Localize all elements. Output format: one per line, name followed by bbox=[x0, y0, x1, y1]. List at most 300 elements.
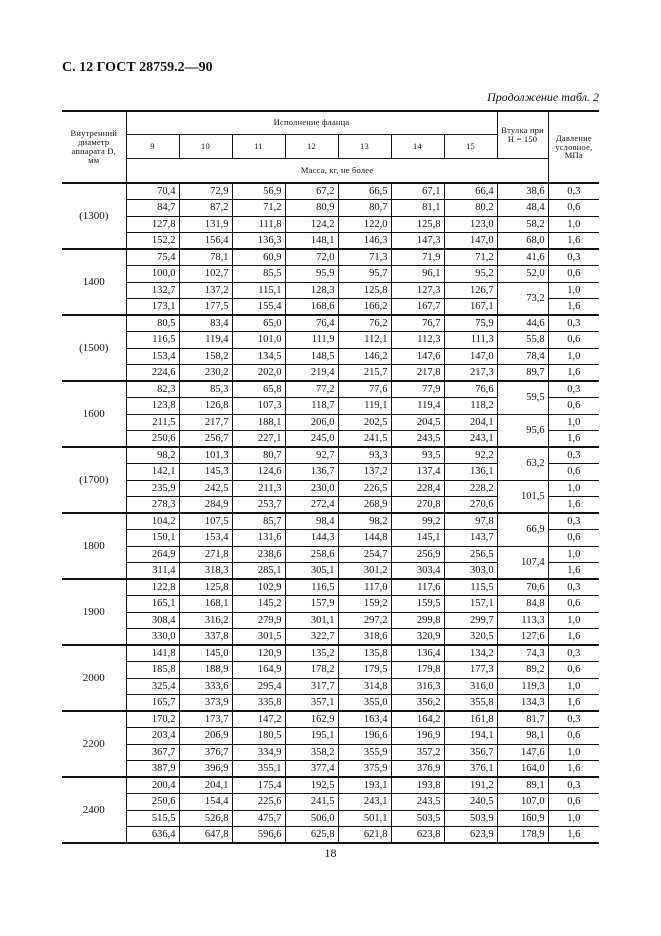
pressure-cell: 1,6 bbox=[548, 298, 599, 315]
mass-cell: 503,9 bbox=[444, 810, 497, 826]
mass-cell: 119,4 bbox=[391, 398, 444, 414]
mass-cell: 125,8 bbox=[179, 579, 232, 596]
mass-cell: 241,5 bbox=[285, 794, 338, 810]
mass-cell: 164,9 bbox=[232, 662, 285, 678]
mass-cell: 115,1 bbox=[232, 282, 285, 298]
mass-cell: 316,3 bbox=[391, 678, 444, 694]
hub-mass-cell: 63,2 bbox=[497, 447, 548, 480]
mass-cell: 159,5 bbox=[391, 596, 444, 612]
mass-cell: 204,5 bbox=[391, 414, 444, 430]
mass-cell: 180,5 bbox=[232, 728, 285, 744]
mass-cell: 305,1 bbox=[285, 562, 338, 579]
mass-cell: 256,5 bbox=[444, 546, 497, 562]
table-row bbox=[62, 200, 599, 216]
mass-cell: 95,7 bbox=[338, 266, 391, 282]
table-row bbox=[62, 183, 599, 200]
table-row bbox=[62, 232, 599, 249]
mass-cell: 92,7 bbox=[285, 447, 338, 464]
mass-cell: 119,1 bbox=[338, 398, 391, 414]
col-header-flange-10: 10 bbox=[179, 134, 232, 158]
mass-cell: 367,7 bbox=[126, 744, 179, 760]
mass-cell: 166,2 bbox=[338, 298, 391, 315]
mass-cell: 211,3 bbox=[232, 480, 285, 496]
mass-cell: 146,3 bbox=[338, 232, 391, 249]
pressure-cell: 0,6 bbox=[548, 728, 599, 744]
table-row bbox=[62, 266, 599, 282]
mass-cell: 355,0 bbox=[338, 694, 391, 711]
mass-cell: 621,8 bbox=[338, 826, 391, 843]
mass-cell: 112,1 bbox=[338, 332, 391, 348]
mass-cell: 147,6 bbox=[391, 348, 444, 364]
table-row bbox=[62, 282, 599, 298]
mass-cell: 230,2 bbox=[179, 364, 232, 381]
mass-cell: 250,6 bbox=[126, 794, 179, 810]
mass-cell: 131,9 bbox=[179, 216, 232, 232]
mass-cell: 131,6 bbox=[232, 530, 285, 546]
mass-cell: 122,0 bbox=[338, 216, 391, 232]
mass-cell: 356,7 bbox=[444, 744, 497, 760]
table-row bbox=[62, 546, 599, 562]
mass-cell: 126,8 bbox=[179, 398, 232, 414]
mass-cell: 98,2 bbox=[338, 513, 391, 530]
mass-cell: 217,7 bbox=[179, 414, 232, 430]
mass-cell: 143,7 bbox=[444, 530, 497, 546]
mass-cell: 75,4 bbox=[126, 249, 179, 266]
pressure-cell: 0,6 bbox=[548, 794, 599, 810]
mass-cell: 147,3 bbox=[391, 232, 444, 249]
mass-cell: 330,0 bbox=[126, 628, 179, 645]
mass-cell: 185,8 bbox=[126, 662, 179, 678]
mass-cell: 145,0 bbox=[179, 645, 232, 662]
mass-cell: 167,7 bbox=[391, 298, 444, 315]
mass-cell: 77,9 bbox=[391, 381, 444, 398]
mass-cell: 152,2 bbox=[126, 232, 179, 249]
hub-mass-cell: 52,0 bbox=[497, 266, 548, 282]
hub-mass-cell: 74,3 bbox=[497, 645, 548, 662]
diameter-cell: 1600 bbox=[62, 381, 126, 447]
pressure-cell: 1,6 bbox=[548, 232, 599, 249]
mass-cell: 241,5 bbox=[338, 430, 391, 447]
mass-cell: 200,4 bbox=[126, 777, 179, 794]
mass-cell: 80,9 bbox=[285, 200, 338, 216]
table-row bbox=[62, 678, 599, 694]
mass-cell: 320,9 bbox=[391, 628, 444, 645]
mass-cell: 145,2 bbox=[232, 596, 285, 612]
mass-cell: 311,4 bbox=[126, 562, 179, 579]
mass-cell: 137,2 bbox=[338, 464, 391, 480]
mass-cell: 102,7 bbox=[179, 266, 232, 282]
table-row bbox=[62, 513, 599, 530]
mass-cell: 196,9 bbox=[391, 728, 444, 744]
hub-mass-cell: 134,3 bbox=[497, 694, 548, 711]
mass-cell: 146,2 bbox=[338, 348, 391, 364]
diameter-cell: 1900 bbox=[62, 579, 126, 645]
mass-cell: 170,2 bbox=[126, 711, 179, 728]
mass-cell: 325,4 bbox=[126, 678, 179, 694]
col-header-flange: Исполнение фланца bbox=[126, 111, 497, 134]
mass-cell: 104,2 bbox=[126, 513, 179, 530]
mass-cell: 317,7 bbox=[285, 678, 338, 694]
mass-cell: 204,1 bbox=[179, 777, 232, 794]
mass-cell: 107,3 bbox=[232, 398, 285, 414]
mass-cell: 647,8 bbox=[179, 826, 232, 843]
hub-mass-cell: 48,4 bbox=[497, 200, 548, 216]
hub-mass-cell: 98,1 bbox=[497, 728, 548, 744]
pressure-cell: 1,0 bbox=[548, 810, 599, 826]
mass-cell: 117,6 bbox=[391, 579, 444, 596]
mass-cell: 308,4 bbox=[126, 612, 179, 628]
mass-cell: 136,4 bbox=[391, 645, 444, 662]
mass-cell: 243,1 bbox=[444, 430, 497, 447]
mass-cell: 230,0 bbox=[285, 480, 338, 496]
mass-cell: 137,2 bbox=[179, 282, 232, 298]
mass-cell: 158,2 bbox=[179, 348, 232, 364]
mass-cell: 159,2 bbox=[338, 596, 391, 612]
mass-cell: 173,1 bbox=[126, 298, 179, 315]
pressure-cell: 0,3 bbox=[548, 249, 599, 266]
table-row bbox=[62, 826, 599, 843]
hub-mass-cell: 55,8 bbox=[497, 332, 548, 348]
table-row bbox=[62, 348, 599, 364]
mass-cell: 303,4 bbox=[391, 562, 444, 579]
mass-cell: 154,4 bbox=[179, 794, 232, 810]
pressure-cell: 0,3 bbox=[548, 315, 599, 332]
page-number: 18 bbox=[324, 846, 337, 860]
table-row bbox=[62, 381, 599, 398]
pressure-cell: 1,6 bbox=[548, 628, 599, 645]
mass-cell: 144,8 bbox=[338, 530, 391, 546]
table-row bbox=[62, 662, 599, 678]
mass-cell: 168,1 bbox=[179, 596, 232, 612]
mass-cell: 337,8 bbox=[179, 628, 232, 645]
mass-cell: 127,8 bbox=[126, 216, 179, 232]
hub-mass-cell: 68,0 bbox=[497, 232, 548, 249]
mass-cell: 301,5 bbox=[232, 628, 285, 645]
mass-cell: 623,8 bbox=[391, 826, 444, 843]
table-row bbox=[62, 760, 599, 777]
mass-cell: 623,9 bbox=[444, 826, 497, 843]
mass-cell: 155,4 bbox=[232, 298, 285, 315]
mass-cell: 123,8 bbox=[126, 398, 179, 414]
table-row bbox=[62, 728, 599, 744]
mass-cell: 238,6 bbox=[232, 546, 285, 562]
mass-cell: 98,2 bbox=[126, 447, 179, 464]
mass-cell: 118,7 bbox=[285, 398, 338, 414]
hub-mass-cell: 89,7 bbox=[497, 364, 548, 381]
mass-cell: 179,8 bbox=[391, 662, 444, 678]
diameter-cell: 2200 bbox=[62, 711, 126, 777]
mass-cell: 333,6 bbox=[179, 678, 232, 694]
pressure-cell: 0,3 bbox=[548, 513, 599, 530]
mass-table bbox=[62, 110, 599, 844]
mass-cell: 118,2 bbox=[444, 398, 497, 414]
table-row bbox=[62, 794, 599, 810]
mass-cell: 112,3 bbox=[391, 332, 444, 348]
mass-cell: 144,3 bbox=[285, 530, 338, 546]
col-header-flange-12: 12 bbox=[285, 134, 338, 158]
hub-mass-cell: 178,9 bbox=[497, 826, 548, 843]
diameter-cell: (1300) bbox=[62, 183, 126, 249]
mass-cell: 501,1 bbox=[338, 810, 391, 826]
mass-cell: 196,6 bbox=[338, 728, 391, 744]
mass-cell: 135,2 bbox=[285, 645, 338, 662]
mass-cell: 70,4 bbox=[126, 183, 179, 200]
mass-cell: 168,6 bbox=[285, 298, 338, 315]
col-header-flange-13: 13 bbox=[338, 134, 391, 158]
mass-cell: 175,4 bbox=[232, 777, 285, 794]
pressure-cell: 1,6 bbox=[548, 496, 599, 513]
hub-mass-cell: 70,6 bbox=[497, 579, 548, 596]
mass-cell: 256,9 bbox=[391, 546, 444, 562]
diameter-cell: (1700) bbox=[62, 447, 126, 513]
mass-cell: 256,7 bbox=[179, 430, 232, 447]
mass-cell: 193,1 bbox=[338, 777, 391, 794]
hub-mass-cell: 66,9 bbox=[497, 513, 548, 546]
mass-cell: 202,0 bbox=[232, 364, 285, 381]
mass-cell: 227,1 bbox=[232, 430, 285, 447]
mass-cell: 355,1 bbox=[232, 760, 285, 777]
page-header: С. 12 ГОСТ 28759.2—90 bbox=[62, 60, 213, 75]
mass-cell: 243,5 bbox=[391, 794, 444, 810]
hub-mass-cell: 81,7 bbox=[497, 711, 548, 728]
hub-mass-cell: 73,2 bbox=[497, 282, 548, 315]
mass-cell: 134,5 bbox=[232, 348, 285, 364]
mass-cell: 80,2 bbox=[444, 200, 497, 216]
pressure-cell: 1,0 bbox=[548, 678, 599, 694]
mass-cell: 77,2 bbox=[285, 381, 338, 398]
table-row bbox=[62, 216, 599, 232]
mass-cell: 272,4 bbox=[285, 496, 338, 513]
mass-cell: 71,2 bbox=[444, 249, 497, 266]
mass-cell: 358,2 bbox=[285, 744, 338, 760]
mass-cell: 85,3 bbox=[179, 381, 232, 398]
col-header-diameter: Внутренний диаметр аппарата D, мм bbox=[62, 111, 126, 183]
hub-mass-cell: 44,6 bbox=[497, 315, 548, 332]
mass-cell: 111,9 bbox=[285, 332, 338, 348]
mass-cell: 161,8 bbox=[444, 711, 497, 728]
diameter-cell: 2000 bbox=[62, 645, 126, 711]
mass-cell: 301,2 bbox=[338, 562, 391, 579]
mass-cell: 147,0 bbox=[444, 232, 497, 249]
mass-cell: 245,0 bbox=[285, 430, 338, 447]
mass-cell: 177,5 bbox=[179, 298, 232, 315]
mass-cell: 299,8 bbox=[391, 612, 444, 628]
mass-cell: 258,6 bbox=[285, 546, 338, 562]
mass-cell: 124,6 bbox=[232, 464, 285, 480]
mass-cell: 157,9 bbox=[285, 596, 338, 612]
mass-cell: 270,8 bbox=[391, 496, 444, 513]
mass-cell: 224,6 bbox=[126, 364, 179, 381]
diameter-cell: 2400 bbox=[62, 777, 126, 843]
pressure-cell: 0,3 bbox=[548, 381, 599, 398]
pressure-cell: 1,0 bbox=[548, 480, 599, 496]
mass-cell: 188,1 bbox=[232, 414, 285, 430]
mass-cell: 165,1 bbox=[126, 596, 179, 612]
mass-cell: 376,1 bbox=[444, 760, 497, 777]
mass-cell: 316,2 bbox=[179, 612, 232, 628]
mass-cell: 123,0 bbox=[444, 216, 497, 232]
table-row bbox=[62, 628, 599, 645]
table-row bbox=[62, 810, 599, 826]
mass-cell: 204,1 bbox=[444, 414, 497, 430]
col-header-flange-14: 14 bbox=[391, 134, 444, 158]
mass-cell: 278,3 bbox=[126, 496, 179, 513]
mass-cell: 76,6 bbox=[444, 381, 497, 398]
mass-cell: 81,1 bbox=[391, 200, 444, 216]
mass-cell: 250,6 bbox=[126, 430, 179, 447]
mass-cell: 145,3 bbox=[179, 464, 232, 480]
mass-cell: 314,8 bbox=[338, 678, 391, 694]
mass-cell: 87,2 bbox=[179, 200, 232, 216]
mass-cell: 217,8 bbox=[391, 364, 444, 381]
mass-cell: 148,1 bbox=[285, 232, 338, 249]
pressure-cell: 1,0 bbox=[548, 546, 599, 562]
mass-cell: 318,6 bbox=[338, 628, 391, 645]
mass-cell: 303,0 bbox=[444, 562, 497, 579]
mass-cell: 225,6 bbox=[232, 794, 285, 810]
mass-cell: 136,1 bbox=[444, 464, 497, 480]
mass-cell: 80,7 bbox=[338, 200, 391, 216]
mass-cell: 111,8 bbox=[232, 216, 285, 232]
mass-cell: 93,3 bbox=[338, 447, 391, 464]
hub-mass-cell: 78,4 bbox=[497, 348, 548, 364]
mass-cell: 335,8 bbox=[232, 694, 285, 711]
mass-cell: 215,7 bbox=[338, 364, 391, 381]
mass-cell: 163,4 bbox=[338, 711, 391, 728]
mass-cell: 85,5 bbox=[232, 266, 285, 282]
mass-cell: 285,1 bbox=[232, 562, 285, 579]
mass-cell: 194,1 bbox=[444, 728, 497, 744]
mass-cell: 299,7 bbox=[444, 612, 497, 628]
table-row bbox=[62, 596, 599, 612]
mass-cell: 475,7 bbox=[232, 810, 285, 826]
mass-cell: 226,5 bbox=[338, 480, 391, 496]
mass-cell: 111,3 bbox=[444, 332, 497, 348]
pressure-cell: 1,6 bbox=[548, 694, 599, 711]
mass-cell: 188,9 bbox=[179, 662, 232, 678]
pressure-cell: 1,6 bbox=[548, 430, 599, 447]
mass-cell: 320,5 bbox=[444, 628, 497, 645]
hub-mass-cell: 59,5 bbox=[497, 381, 548, 414]
mass-cell: 357,2 bbox=[391, 744, 444, 760]
mass-cell: 217,3 bbox=[444, 364, 497, 381]
pressure-cell: 1,6 bbox=[548, 760, 599, 777]
hub-mass-cell: 38,6 bbox=[497, 183, 548, 200]
diameter-cell: (1500) bbox=[62, 315, 126, 381]
mass-cell: 503,5 bbox=[391, 810, 444, 826]
mass-cell: 71,3 bbox=[338, 249, 391, 266]
mass-cell: 167,1 bbox=[444, 298, 497, 315]
mass-cell: 153,4 bbox=[126, 348, 179, 364]
mass-cell: 78,1 bbox=[179, 249, 232, 266]
pressure-cell: 0,3 bbox=[548, 711, 599, 728]
pressure-cell: 0,3 bbox=[548, 183, 599, 200]
mass-cell: 164,2 bbox=[391, 711, 444, 728]
mass-cell: 71,2 bbox=[232, 200, 285, 216]
mass-cell: 219,4 bbox=[285, 364, 338, 381]
col-header-flange-15: 15 bbox=[444, 134, 497, 158]
mass-cell: 206,9 bbox=[179, 728, 232, 744]
mass-cell: 141,8 bbox=[126, 645, 179, 662]
mass-cell: 316,0 bbox=[444, 678, 497, 694]
mass-cell: 271,8 bbox=[179, 546, 232, 562]
mass-cell: 355,8 bbox=[444, 694, 497, 711]
table-row bbox=[62, 447, 599, 464]
pressure-cell: 0,6 bbox=[548, 398, 599, 414]
mass-cell: 235,9 bbox=[126, 480, 179, 496]
mass-cell: 142,1 bbox=[126, 464, 179, 480]
pressure-cell: 0,6 bbox=[548, 530, 599, 546]
mass-cell: 373,9 bbox=[179, 694, 232, 711]
table-row bbox=[62, 612, 599, 628]
mass-cell: 375,9 bbox=[338, 760, 391, 777]
hub-mass-cell: 101,5 bbox=[497, 480, 548, 513]
mass-cell: 240,5 bbox=[444, 794, 497, 810]
table-row bbox=[62, 480, 599, 496]
table-row bbox=[62, 694, 599, 711]
pressure-cell: 1,0 bbox=[548, 414, 599, 430]
mass-cell: 243,1 bbox=[338, 794, 391, 810]
mass-cell: 270,6 bbox=[444, 496, 497, 513]
mass-cell: 195,1 bbox=[285, 728, 338, 744]
mass-cell: 120,9 bbox=[232, 645, 285, 662]
col-header-flange-11: 11 bbox=[232, 134, 285, 158]
hub-mass-cell: 127,6 bbox=[497, 628, 548, 645]
pressure-cell: 1,0 bbox=[548, 612, 599, 628]
mass-cell: 72,9 bbox=[179, 183, 232, 200]
table-row bbox=[62, 414, 599, 430]
mass-cell: 356,2 bbox=[391, 694, 444, 711]
col-header-hub: Втулка при H = 150 bbox=[497, 111, 548, 158]
mass-cell: 284,9 bbox=[179, 496, 232, 513]
pressure-cell: 1,6 bbox=[548, 562, 599, 579]
mass-cell: 156,4 bbox=[179, 232, 232, 249]
hub-mass-cell: 107,4 bbox=[497, 546, 548, 579]
mass-cell: 387,9 bbox=[126, 760, 179, 777]
mass-cell: 178,2 bbox=[285, 662, 338, 678]
pressure-cell: 1,0 bbox=[548, 282, 599, 298]
hub-mass-cell: 147,6 bbox=[497, 744, 548, 760]
pressure-cell: 0,3 bbox=[548, 777, 599, 794]
mass-cell: 107,5 bbox=[179, 513, 232, 530]
table-row bbox=[62, 332, 599, 348]
mass-cell: 119,4 bbox=[179, 332, 232, 348]
hub-mass-cell: 164,0 bbox=[497, 760, 548, 777]
hub-mass-cell: 89,2 bbox=[497, 662, 548, 678]
mass-cell: 228,2 bbox=[444, 480, 497, 496]
table-row bbox=[62, 249, 599, 266]
mass-cell: 134,2 bbox=[444, 645, 497, 662]
mass-cell: 128,3 bbox=[285, 282, 338, 298]
mass-subheader: Масса, кг, не более bbox=[126, 158, 548, 183]
mass-cell: 116,5 bbox=[126, 332, 179, 348]
hub-mass-cell: 84,8 bbox=[497, 596, 548, 612]
mass-cell: 127,3 bbox=[391, 282, 444, 298]
mass-cell: 596,6 bbox=[232, 826, 285, 843]
hub-mass-cell: 41,6 bbox=[497, 249, 548, 266]
hub-mass-cell: 107,0 bbox=[497, 794, 548, 810]
mass-cell: 148,5 bbox=[285, 348, 338, 364]
mass-cell: 95,2 bbox=[444, 266, 497, 282]
mass-cell: 93,5 bbox=[391, 447, 444, 464]
diameter-cell: 1800 bbox=[62, 513, 126, 579]
mass-cell: 396,9 bbox=[179, 760, 232, 777]
mass-cell: 67,2 bbox=[285, 183, 338, 200]
mass-cell: 126,7 bbox=[444, 282, 497, 298]
mass-cell: 99,2 bbox=[391, 513, 444, 530]
mass-cell: 192,5 bbox=[285, 777, 338, 794]
mass-cell: 82,3 bbox=[126, 381, 179, 398]
